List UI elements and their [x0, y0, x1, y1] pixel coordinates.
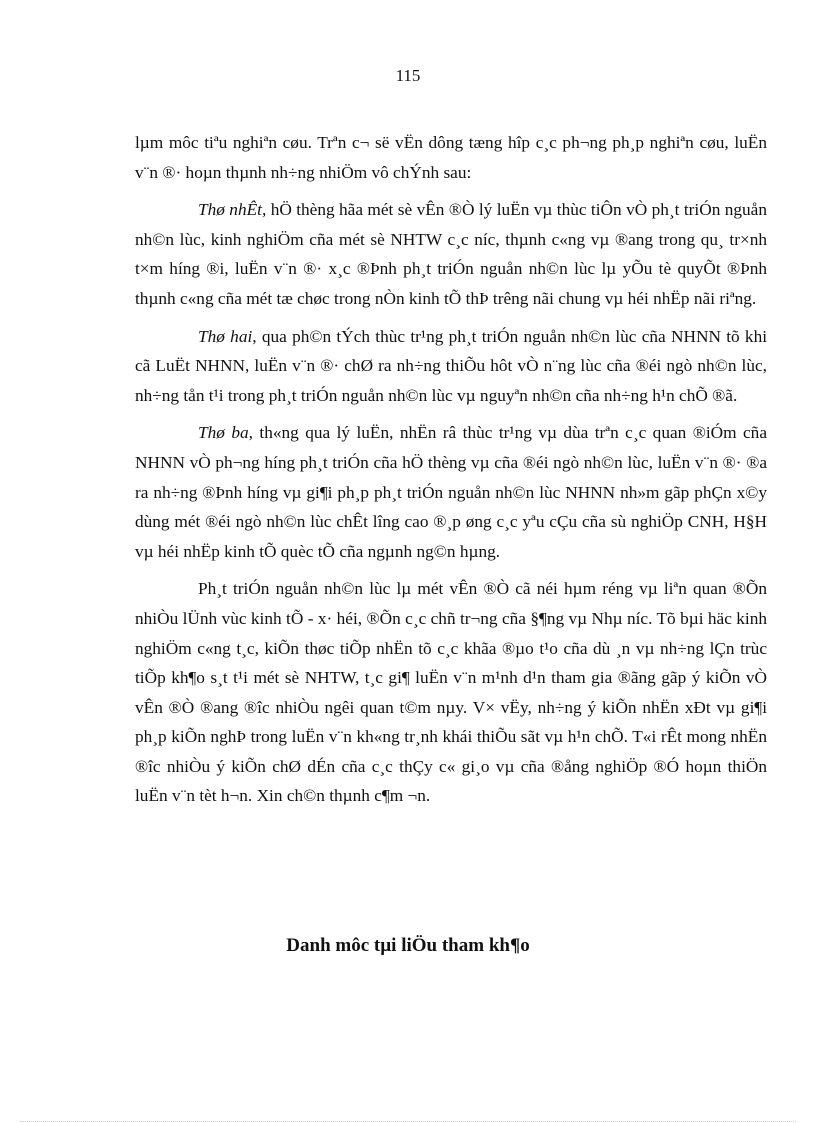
- page-bottom-divider: [20, 1121, 796, 1122]
- paragraph-text: , hÖ thèng hãa mét sè vÊn ®Ò lý luËn vµ thùc tiÔn vÒ ph¸t triÓn nguån nh©n lùc, kinh nghiÖm cña mét sè NHTW c¸c níc, thµnh c«ng vµ ®ang trong qu¸ tr×nh t×m híng ®i, luËn v¨n ®· x¸c ®Þnh ph¸t triÓn nguån nh©n lùc lµ yÕu tè quyÕt ®Þnh thµnh c«ng cña mét tæ chøc trong nÒn kinh tÕ thÞ trêng nãi chung vµ héi nhËp nãi riªng.: [135, 200, 767, 308]
- paragraph-text: lµm môc tiªu nghiªn cøu. Trªn c¬ së vËn dông tæng hîp c¸c ph¬ng ph¸p nghiªn cøu, luËn v¨n ®· hoµn thµnh nh÷ng nhiÖm vô chÝnh sau:: [135, 133, 767, 182]
- body-text: [135, 128, 767, 819]
- paragraph-lead: Thø nhÊt: [198, 200, 262, 220]
- paragraph-third-point: [135, 418, 767, 566]
- paragraph-text: , th«ng qua lý luËn, nhËn râ thùc tr¹ng vµ dùa trªn c¸c quan ®iÓm cña NHNN vÒ ph¬ng híng ph¸t triÓn cña hÖ thèng vµ cña ®éi ngò nh©n lùc, luËn v¨n ®· ®a ra nh÷ng ®Þnh híng vµ gi¶i ph¸p ph¸t triÓn nguån nh©n lùc NHNN nh»m gãp phÇn x©y dùng mét ®éi ngò nh©n lùc chÊt lîng cao ®¸p øng c¸c yªu cÇu cña sù nghiÖp CNH, H§H vµ héi nhËp kinh tÕ quèc tÕ cña ngµnh ng©n hµng.: [135, 423, 767, 561]
- paragraph-conclusion-intro: [135, 128, 767, 187]
- paragraph-text: Ph¸t triÓn nguån nh©n lùc lµ mét vÊn ®Ò cã néi hµm réng vµ liªn quan ®Õn nhiÒu lÜnh vùc kinh tÕ - x· héi, ®Õn c¸c chñ tr¬ng cña §¶ng vµ Nhµ níc. Tõ bµi häc kinh nghiÖm c«ng t¸c, kiÕn thøc tiÕp nhËn tõ c¸c khãa ®µo t¹o cña dù ¸n vµ nh÷ng lÇn trùc tiÕp kh¶o s¸t t¹i mét sè NHTW, t¸c gi¶ luËn v¨n m¹nh d¹n tham gia ®ãng gãp ý kiÕn vÒ vÊn ®Ò ®ang ®îc nhiÒu ngêi quan t©m nµy. V× vËy, nh÷ng ý kiÕn nhËn xÐt vµ gi¶i ph¸p kiÕn nghÞ trong luËn v¨n kh«ng tr¸nh khái thiÕu sãt vµ h¹n chÕ. T«i rÊt mong nhËn ®îc nhiÒu ý kiÕn chØ dÉn cña c¸c thÇy c« gi¸o vµ cña ®ång nghiÖp ®Ó hoµn thiÖn luËn v¨n tèt h¬n. Xin ch©n thµnh c¶m ¬n.: [135, 579, 767, 806]
- paragraph-lead: Thø hai: [198, 326, 253, 346]
- paragraph-lead: Thø ba: [198, 423, 249, 443]
- references-heading: Danh môc tµi liÖu tham kh¶o: [286, 935, 530, 956]
- paragraph-first-point: [135, 195, 767, 313]
- paragraph-closing: [135, 574, 767, 811]
- paragraph-second-point: [135, 322, 767, 411]
- paragraph-text: , qua ph©n tÝch thùc tr¹ng ph¸t triÓn nguån nh©n lùc cña NHNN tõ khi cã LuËt NHNN, luËn v¨n ®· chØ ra nh÷ng thiÕu hôt vÒ n¨ng lùc cña ®éi ngò nh©n lùc, nh÷ng tån t¹i trong ph¸t triÓn nguån nh©n lùc vµ nguyªn nh©n cña nh÷ng h¹n chÕ ®ã.: [135, 326, 768, 405]
- page-number: 115: [395, 66, 421, 85]
